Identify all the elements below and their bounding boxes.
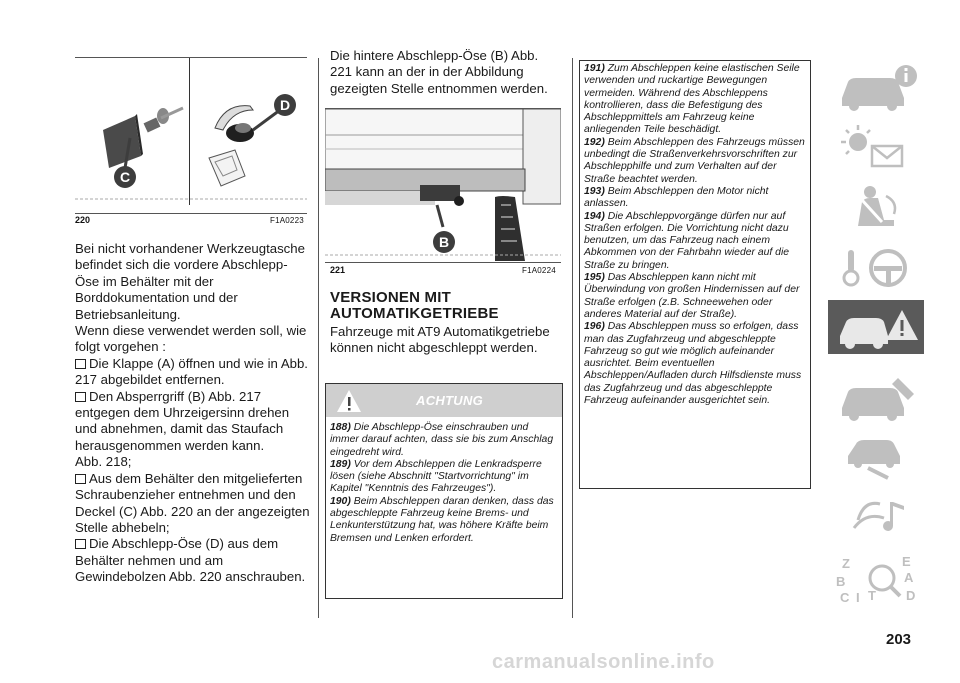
note-text: Die Abschlepp-Öse einschrauben und immer darauf achten, dass sie bis zum Anschlag eingedreht wird. <box>330 422 554 458</box>
figure-bottom-rule <box>75 213 307 214</box>
index-letter: Z <box>842 556 850 571</box>
checkbox-icon <box>75 392 86 402</box>
figure-code: F1A0223 <box>270 216 304 225</box>
chapter-tab-vehicle-info[interactable] <box>828 60 924 114</box>
list-item <box>75 536 311 585</box>
figure-number: 221 <box>330 265 346 275</box>
chapter-tab-instruments[interactable] <box>828 120 924 174</box>
section-heading: VERSIONEN MIT AUTOMATIKGETRIEBE <box>330 289 499 322</box>
note-number: 195) <box>584 272 605 284</box>
note-number: 191) <box>584 63 605 74</box>
chapter-tab-starting-driving[interactable] <box>828 240 924 294</box>
car-info-icon <box>828 60 924 114</box>
column-divider <box>318 58 319 618</box>
note-item <box>584 186 806 211</box>
index-letter: A <box>904 570 914 585</box>
note-text: Vor dem Abschleppen die Lenkradsperre lösen (siehe Abschnitt "Startvorrichtung" im Kapitel "Kenntnis des Fahrzeuges"). <box>330 458 542 495</box>
towing-eye-storage-illustration <box>75 58 307 205</box>
index-letter: B <box>836 574 846 589</box>
step-text: Die Klappe (A) öffnen und wie in Abb. 217 abgebildet entfernen. <box>75 355 308 388</box>
label-badge-d: D <box>274 94 296 116</box>
chapter-tab-multimedia[interactable] <box>828 490 924 544</box>
warning-notes-continued <box>579 60 811 489</box>
step-text: Die Abschlepp-Öse (D) aus dem Behälter nehmen und am Gewindebolzen Abb. 220 anschrauben. <box>75 536 306 585</box>
note-text: Die Abschleppvorgänge dürfen nur auf Straßen erfolgen. Die Vorrichtung nicht dazu benutzen, um das Fahrzeug nach einem Abkommen von der Fahrbahn wieder auf die Straße zu bringen. <box>584 210 790 271</box>
chapter-tab-index[interactable] <box>828 552 924 606</box>
column1-text <box>75 241 311 586</box>
checkbox-icon <box>75 359 86 369</box>
warning-triangle-icon <box>336 389 362 413</box>
note-item <box>330 459 558 496</box>
car-crash-warning-icon <box>828 300 924 354</box>
note-item <box>584 137 806 186</box>
note-number: 190) <box>330 495 351 507</box>
figure-220 <box>75 58 307 205</box>
note-item <box>584 272 806 321</box>
page-number: 203 <box>886 631 912 648</box>
warning-header <box>326 384 562 417</box>
list-item <box>75 356 311 389</box>
checkbox-icon <box>75 539 86 549</box>
note-number: 189) <box>330 458 351 470</box>
step-text: Aus dem Behälter den mitgelieferten Schraubenzieher entnehmen und den Deckel (C) Abb. 220 an der angezeigten Stelle abhebeln; <box>75 470 310 535</box>
note-number: 188) <box>330 422 351 433</box>
note-item <box>330 422 558 459</box>
steering-wheel-key-icon <box>828 240 924 294</box>
chapter-tab-maintenance[interactable] <box>828 370 924 424</box>
note-item <box>330 496 558 545</box>
checkbox-icon <box>75 474 86 484</box>
list-item <box>75 471 311 537</box>
figure2-bottom-rule <box>325 262 561 263</box>
chapter-tab-emergency[interactable] <box>828 300 924 354</box>
index-letter: D <box>906 588 916 603</box>
note-text: Das Abschleppen kann nicht mit Überwindung von großen Hindernissen auf der Straße erfolgen (z.B. Schneewehen oder anderes Material auf der Straße). <box>584 272 800 320</box>
paragraph: Bei nicht vorhandener Werkzeugtasche befindet sich die vordere Abschlepp-Öse im Behälter mit der Borddokumentation und der Betriebsanleitung. <box>75 241 305 322</box>
chapter-tab-technical-data[interactable] <box>828 430 924 484</box>
index-letter: T <box>868 588 876 603</box>
warning-notes <box>326 417 562 545</box>
column-divider <box>572 58 573 618</box>
figure-divider <box>189 58 190 205</box>
note-text: Beim Abschleppen des Fahrzeugs müssen unbedingt die Straßenverkehrsvorschriften zur Abschlepphilfe und zum Verhalten auf der Straße beachtet werden. <box>584 136 805 185</box>
warning-title: ACHTUNG <box>416 393 484 408</box>
note-number: 194) <box>584 210 605 222</box>
figure-code: F1A0224 <box>522 266 556 275</box>
note-item <box>584 321 806 407</box>
paragraph: Wenn diese verwendet werden soll, wie folgt vorgehen : <box>75 323 307 355</box>
seatbelt-icon <box>828 180 924 234</box>
note-item <box>584 211 806 272</box>
label-badge-b: B <box>433 231 455 253</box>
index-letter: C <box>840 590 850 605</box>
paragraph: Fahrzeuge mit AT9 Automatikgetriebe können nicht abgeschleppt werden. <box>330 324 550 356</box>
figure-221 <box>325 109 561 261</box>
label-badge-c: C <box>114 166 136 188</box>
note-text: Zum Abschleppen keine elastischen Seile verwenden und ruckartige Bewegungen vermeiden. Während des Abschleppens kontrollieren, dass die Befestigung des Abschleppmittels am Fahrzeug keine anliegenden Teile beschädigt. <box>584 63 800 136</box>
watermark: carmanualsonline.info <box>492 651 715 673</box>
note-number: 192) <box>584 136 605 148</box>
note-number: 196) <box>584 321 605 333</box>
wrench-car-icon <box>828 430 924 484</box>
paragraph: Abb. 218; <box>75 454 132 470</box>
list-item <box>75 389 311 455</box>
note-item <box>584 63 806 137</box>
chapter-tab-safety[interactable] <box>828 180 924 234</box>
warning-box <box>325 383 563 599</box>
sun-envelope-icon <box>828 120 924 174</box>
column2-intro: Die hintere Abschlepp-Öse (B) Abb. 221 kann an der in der Abbildung gezeigten Stelle entnommen werden. <box>330 48 548 96</box>
note-number: 193) <box>584 185 605 197</box>
music-note-icon <box>828 490 924 544</box>
note-text: Beim Abschleppen daran denken, dass das abgeschleppte Fahrzeug keine Brems- und Lenkunterstützung hat, was höhere Kräfte beim Bremsen und Lenken erfordert. <box>330 495 554 544</box>
note-text: Beim Abschleppen den Motor nicht anlassen. <box>584 185 769 210</box>
note-text: Das Abschleppen muss so erfolgen, dass man das Zugfahrzeug und abgeschleppte Fahrzeug so gut wie möglich aufeinander ausrichtet. Beim eventuellen Abschleppen/Aufladen durch Hilfsdienste muss das Zugfahrzeug und das abgeschleppte Fahrzeug aufeinander ausgerichtet sein. <box>584 321 802 407</box>
car-service-icon <box>828 370 924 424</box>
index-letter: I <box>856 590 860 605</box>
figure-number: 220 <box>75 215 91 225</box>
step-text: Den Absperrgriff (B) Abb. 217 entgegen dem Uhrzeigersinn drehen und abnehmen, damit das Staufach herausgenommen werden kann. <box>75 388 290 453</box>
index-letter: E <box>902 554 911 569</box>
